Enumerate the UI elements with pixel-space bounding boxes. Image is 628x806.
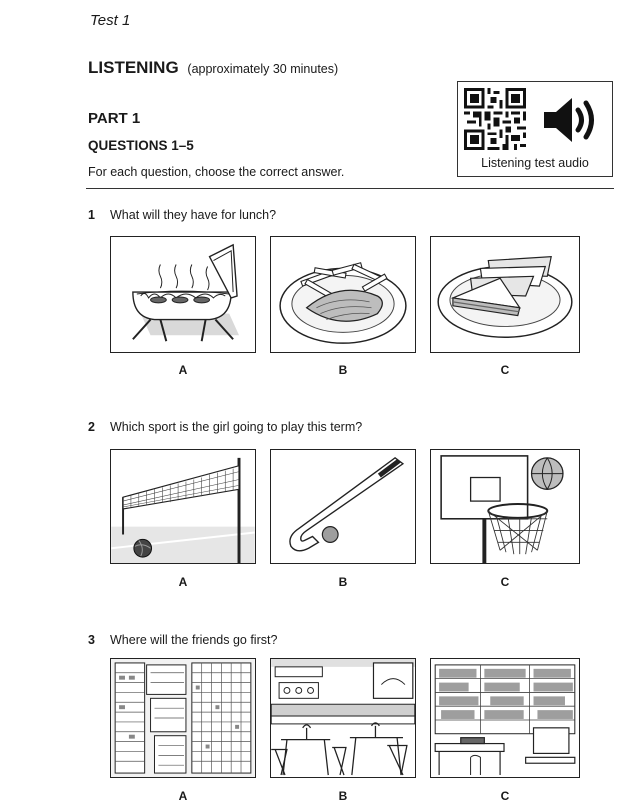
option-label-q3-b: B (338, 789, 348, 803)
option-label-q3-c: C (500, 789, 510, 803)
basketball-hoop-icon (431, 450, 579, 563)
picture-q2-b-hockey[interactable] (270, 449, 416, 564)
barbecue-icon (111, 237, 255, 352)
qr-code-icon[interactable] (464, 88, 526, 150)
picture-q2-a-volleyball[interactable] (110, 449, 256, 564)
question-2 (88, 420, 362, 434)
question-text: Where will the friends go first? (110, 633, 278, 647)
header-divider (86, 188, 614, 189)
library-icon (431, 659, 579, 777)
picture-q2-c-basketball[interactable] (430, 449, 580, 564)
part-title: PART 1 (88, 110, 141, 127)
option-label-q1-b: B (338, 363, 348, 377)
question-3 (88, 633, 277, 647)
picture-q1-c-sandwiches[interactable] (430, 236, 580, 353)
question-text: What will they have for lunch? (110, 208, 277, 222)
picture-q1-b-fish-and-chips[interactable] (270, 236, 416, 353)
question-1 (88, 208, 276, 222)
picture-q3-a-shoe-shop[interactable] (110, 658, 256, 778)
option-label-q2-a: A (178, 575, 188, 589)
sandwiches-icon (431, 237, 579, 352)
option-label-q3-a: A (178, 789, 188, 803)
picture-q1-a-barbecue[interactable] (110, 236, 256, 353)
test-label: Test 1 (90, 12, 131, 29)
option-label-q2-b: B (338, 575, 348, 589)
cafe-icon (271, 659, 415, 777)
audio-box[interactable] (457, 81, 613, 177)
hockey-stick-icon (271, 450, 415, 563)
section-duration: (approximately 30 minutes) (187, 62, 339, 76)
option-label-q1-a: A (178, 363, 188, 377)
instruction-text: For each question, choose the correct answer. (88, 165, 345, 179)
volleyball-net-icon (111, 450, 255, 563)
option-label-q1-c: C (500, 363, 510, 377)
question-number: 2 (88, 420, 95, 434)
shoe-shop-icon (111, 659, 255, 777)
picture-q3-b-cafe[interactable] (270, 658, 416, 778)
section-title-text: LISTENING (88, 58, 179, 77)
picture-q3-c-library[interactable] (430, 658, 580, 778)
fish-and-chips-icon (271, 237, 415, 352)
speaker-icon[interactable] (540, 92, 602, 148)
question-text: Which sport is the girl going to play this term? (110, 420, 363, 434)
question-number: 3 (88, 633, 95, 647)
question-number: 1 (88, 208, 95, 222)
questions-range: QUESTIONS 1–5 (88, 138, 194, 153)
section-title (88, 58, 338, 78)
option-label-q2-c: C (500, 575, 510, 589)
audio-label: Listening test audio (481, 156, 589, 170)
